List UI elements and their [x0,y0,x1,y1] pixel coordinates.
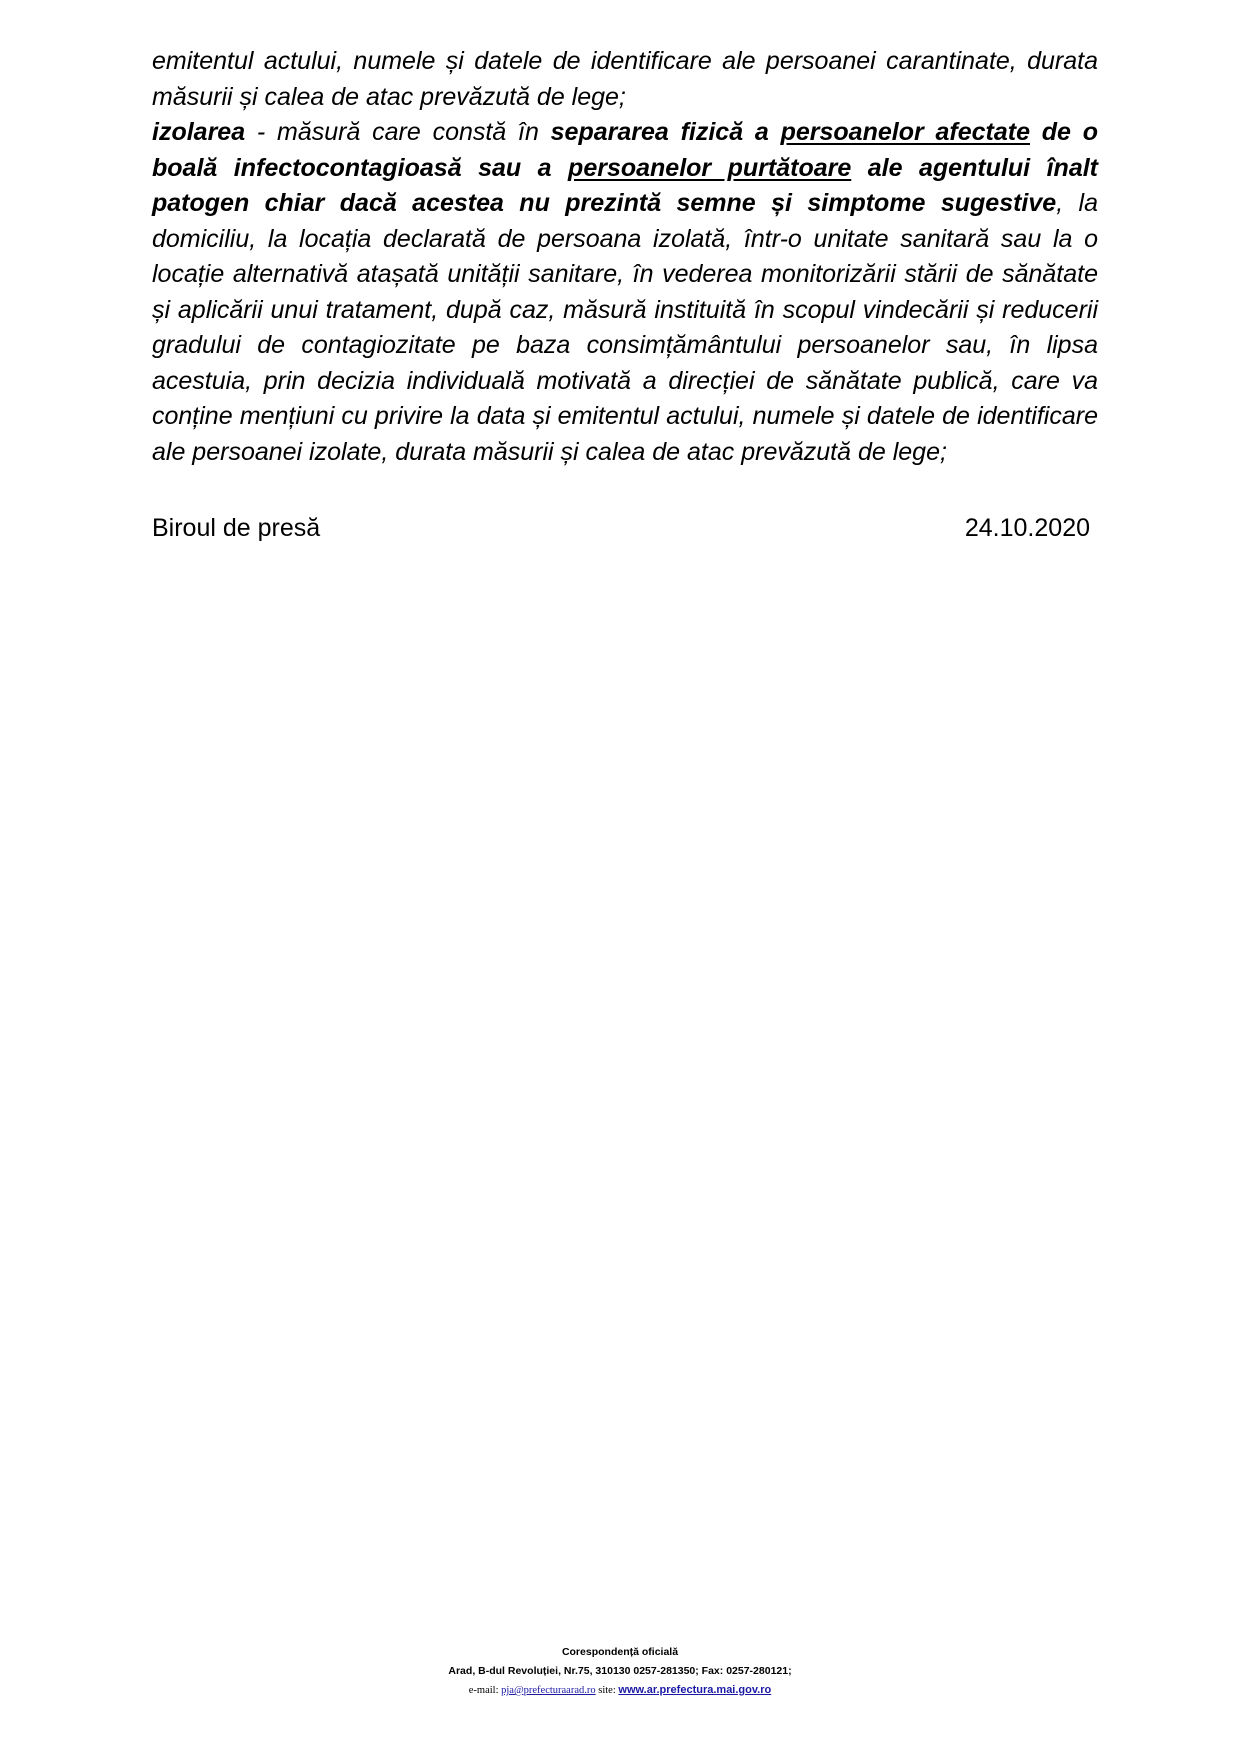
footer-title: Corespondență oficială [561,1646,679,1658]
paragraph-izolare [152,115,1098,470]
press-office-label: Biroul de presă [152,514,321,542]
footer-contact [0,1681,1240,1700]
izolare-text-1: - măsură care constă în [245,118,551,146]
izolare-underlined-2: persoanelor purtătoare [568,153,852,182]
izolare-bold-2: de o boală infectocontagioasă sau a [152,118,1098,182]
footer-site-label: site: [595,1685,619,1696]
izolare-bold-1: separarea fizică a [550,118,781,146]
term-izolarea: izolarea [152,118,246,146]
document-body [152,44,1098,470]
paragraph-carantina-tail [152,44,1098,115]
page-footer [0,1643,1240,1700]
footer-email-label: e-mail: [468,1685,502,1696]
document-date: 24.10.2020 [964,514,1090,542]
izolare-underlined-1: persoanelor afectate [780,118,1030,146]
carantina-tail-text: emitentul actului, numele și datele de identificare ale persoanei carantinate, durata măsurii și calea de atac prevăzută de lege; [152,47,1098,111]
izolare-bold-3: ale agentului înalt patogen chiar dacă acestea nu prezintă semne și simptome sugestive [152,153,1098,217]
footer-email-link[interactable]: pja@prefecturaarad.ro [501,1685,596,1696]
footer-site-link[interactable]: www.ar.prefectura.mai.gov.ro [618,1684,772,1696]
footer-address: Arad, B-dul Revoluției, Nr.75, 310130 0257-281350; Fax: 0257-280121; [448,1665,792,1677]
izolare-text-2: , la domiciliu, la locația declarată de persoana izolată, într-o unitate sanitară sau la o locație alternativă atașată unității sanitare, în vederea monitorizării stării de sănătate și aplicării unui tratament, după caz, măsură instituită în scopul vindecării și reducerii gradului de contagiozitate pe baza consimțământului persoanelor sau, în lipsa acestuia, prin decizia individuală motivată a direcției de sănătate publică, care va conține mențiuni cu privire la data și emitentul actului, numele și datele de identificare ale persoanei izolate, durata măsurii și calea de atac prevăzută de lege; [152,189,1098,466]
